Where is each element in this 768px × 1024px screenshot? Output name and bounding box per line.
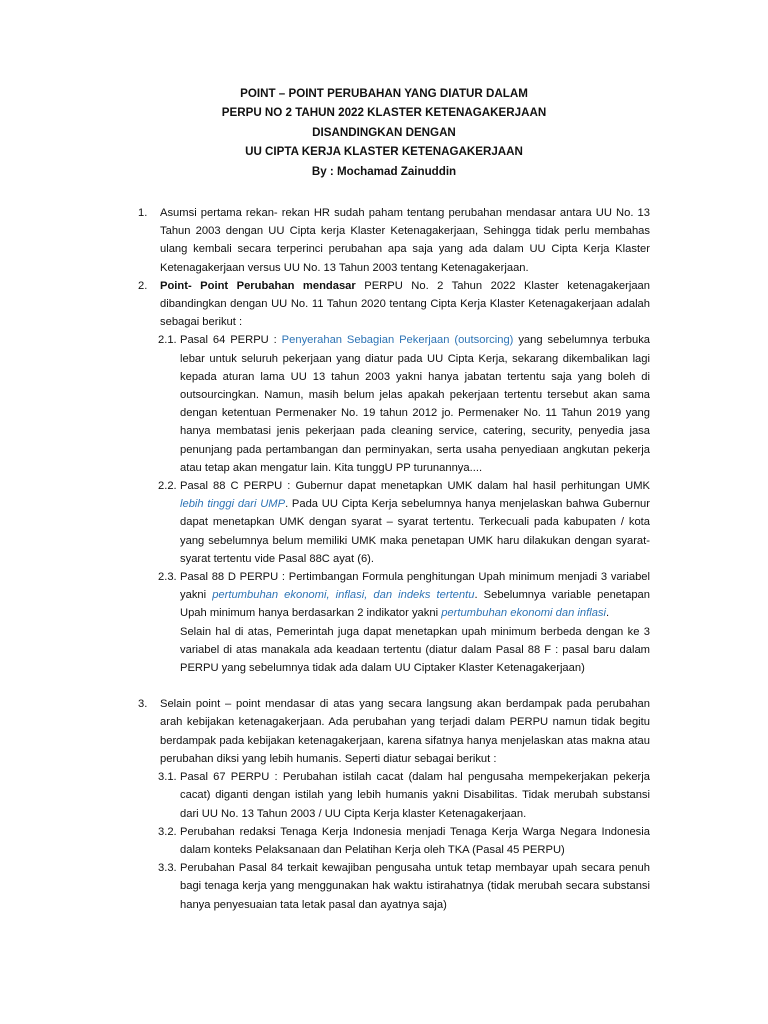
sub-item-number: 2.3. [158, 571, 177, 584]
sub-item-text: Pasal 88 D PERPU : Pertimbangan Formula penghitungan Upah minimum menjadi 3 variabel yakni [180, 571, 650, 602]
sub-item-number: 3.1. [158, 771, 177, 784]
item-text: Selain point – point mendasar di atas yang secara langsung akan berdampak pada perubahan arah kebijakan ketenagakerjaan. Ada perubahan yang terjadi dalam PERPU namun tidak begitu berdampak pada kebijakan ketenagakerjaan, karena sifatnya hanya menjelaskan atas makna atau perubahan diksi yang lebih humanis. Seperti diatur sebagai berikut : [160, 698, 650, 765]
document-title [0, 84, 768, 181]
sub-item-text: Pasal 64 PERPU : [180, 334, 282, 347]
author-line: By : Mochamad Zainuddin [311, 164, 457, 178]
item-text: Asumsi pertama rekan- rekan HR sudah paham tentang perubahan mendasar antara UU No. 13 Tahun 2003 dengan UU Cipta kerja Klaster Ketenagakerjaan, Sehingga tidak perlu membahas ulang kembali secara terperinci perubahan apa saja yang ada dalam UU Cipta Kerja Klaster Ketenagakerjaan versus UU No. 13 Tahun 2003 tentang Ketenagakerjaan. [160, 207, 650, 274]
sub-item-3-2 [158, 823, 650, 859]
item-number: 3. [138, 698, 148, 711]
sub-item-text: Perubahan Pasal 84 terkait kewajiban pengusaha untuk tetap membayar upah secara penuh bagi tenaga kerja yang menggunakan hak waktu istirahatnya (tidak merubah secara substansi hanya penyesuaian tata letak pasal dan ayatnya saja) [180, 862, 650, 911]
item-text: PERPU No. 2 Tahun 2022 Klaster ketenagakerjaan dibandingkan dengan UU No. 11 Tahun 2020 tentang Cipta Kerja Klaster Ketenagakerjaan adalah sebagai berikut : [160, 279, 650, 329]
sub-item-text: . Pada UU Cipta Kerja sebelumnya hanya menjelaskan bahwa Gubernur dapat menetapkan UMK dengan syarat – syarat tertentu. Terkecuali pada kabupaten / kota yang sebelumnya belum memiliki UMK maka penetapan UMK haru dilakukan dengan syarat-syarat tertentu vide Pasal 88C ayat (6). [180, 498, 650, 565]
list-item-3 [138, 695, 650, 768]
sub-item-note: Selain hal di atas, Pemerintah juga dapat menetapkan upah minimum berbeda dengan ke 3 variabel di atas manakala ada keadaan tertentu (diatur dalam Pasal 88 F : pasal baru dalam PERPU yang sebelumnya tidak ada dalam UU Ciptaker Klaster Ketenagakerjaan) [180, 625, 650, 675]
highlight-text: pertumbuhan ekonomi, inflasi, dan indeks tertentu [212, 589, 475, 602]
sub-item-text: yang sebelumnya terbuka lebar untuk seluruh pekerjaan yang diatur pada UU Cipta Kerja, sekarang dikembalikan lagi kepada aturan lama UU 13 tahun 2003 yakni hanya jabatan tertentu saja yang boleh di outsourcingkan. Namun, masih belum jelas apakah pekerjaan tertentu tersebut akan sama dengan ketentuan Permenaker No. 19 tahun 2012 jo. Permenaker No. 11 Tahun 2019 yang hanya membatasi jenis pekerjaan pada cleaning service, catering, security, penyedia jasa penunjang pada pertambangan dan perminyakan, serta usaha penyediaan angkutan pekerja atau tetap akan mengatur lain. Kita tunggU PP turunannya.... [180, 334, 651, 474]
sub-item-3-3 [158, 859, 650, 914]
list-item-1 [138, 204, 650, 277]
sub-item-number: 3.2. [158, 825, 177, 838]
sub-item-2-3 [158, 568, 650, 623]
sub-item-text: Perubahan redaksi Tenaga Kerja Indonesia menjadi Tenaga Kerja Warga Negara Indonesia dalam konteks Pelaksanaan dan Pelatihan Kerja oleh TKA (Pasal 45 PERPU) [180, 825, 650, 856]
sub-item-number: 3.3. [158, 862, 177, 875]
sub-item-2-1 [158, 331, 650, 477]
highlight-text: pertumbuhan ekonomi dan inflasi [441, 607, 606, 620]
title-line-4: UU CIPTA KERJA KLASTER KETENAGAKERJAAN [245, 145, 523, 159]
title-line-2: PERPU NO 2 TAHUN 2022 KLASTER KETENAGAKERJAAN [221, 106, 547, 120]
highlight-text: Penyerahan Sebagian Pekerjaan (outsorcing) [281, 334, 514, 347]
document-body [138, 204, 650, 914]
item-number: 2. [138, 279, 148, 292]
list-item-2 [138, 277, 650, 332]
highlight-text: lebih tinggi dari UMP [180, 498, 286, 511]
sub-item-text: Pasal 67 PERPU : Perubahan istilah cacat (dalam hal pengusaha mempekerjakan pekerja cacat) diganti dengan istilah yang lebih humanis yakni Disabilitas. Tidak merubah substansi dari UU No. 13 Tahun 2003 / UU Cipta Kerja klaster Ketenagakerjaan. [180, 771, 650, 820]
item-bold-heading: Point- Point Perubahan mendasar [160, 279, 356, 292]
sub-item-number: 2.1. [158, 334, 177, 347]
paragraph-gap [138, 677, 650, 695]
sub-item-text: . Sebelumnya variable penetapan Upah minimum hanya berdasarkan 2 indikator yakni [180, 589, 651, 620]
title-line-1: POINT – POINT PERUBAHAN YANG DIATUR DALAM [240, 87, 528, 100]
sub-item-2-2 [158, 477, 650, 568]
sub-item-text: Pasal 88 C PERPU : Gubernur dapat menetapkan UMK dalam hal hasil perhitungan UMK [180, 480, 650, 493]
sub-item-3-1 [158, 768, 650, 823]
item-number: 1. [138, 207, 148, 219]
sub-item-number: 2.2. [158, 480, 177, 493]
title-line-3: DISANDINGKAN DENGAN [312, 125, 456, 139]
sub-item-text: . [606, 607, 610, 620]
